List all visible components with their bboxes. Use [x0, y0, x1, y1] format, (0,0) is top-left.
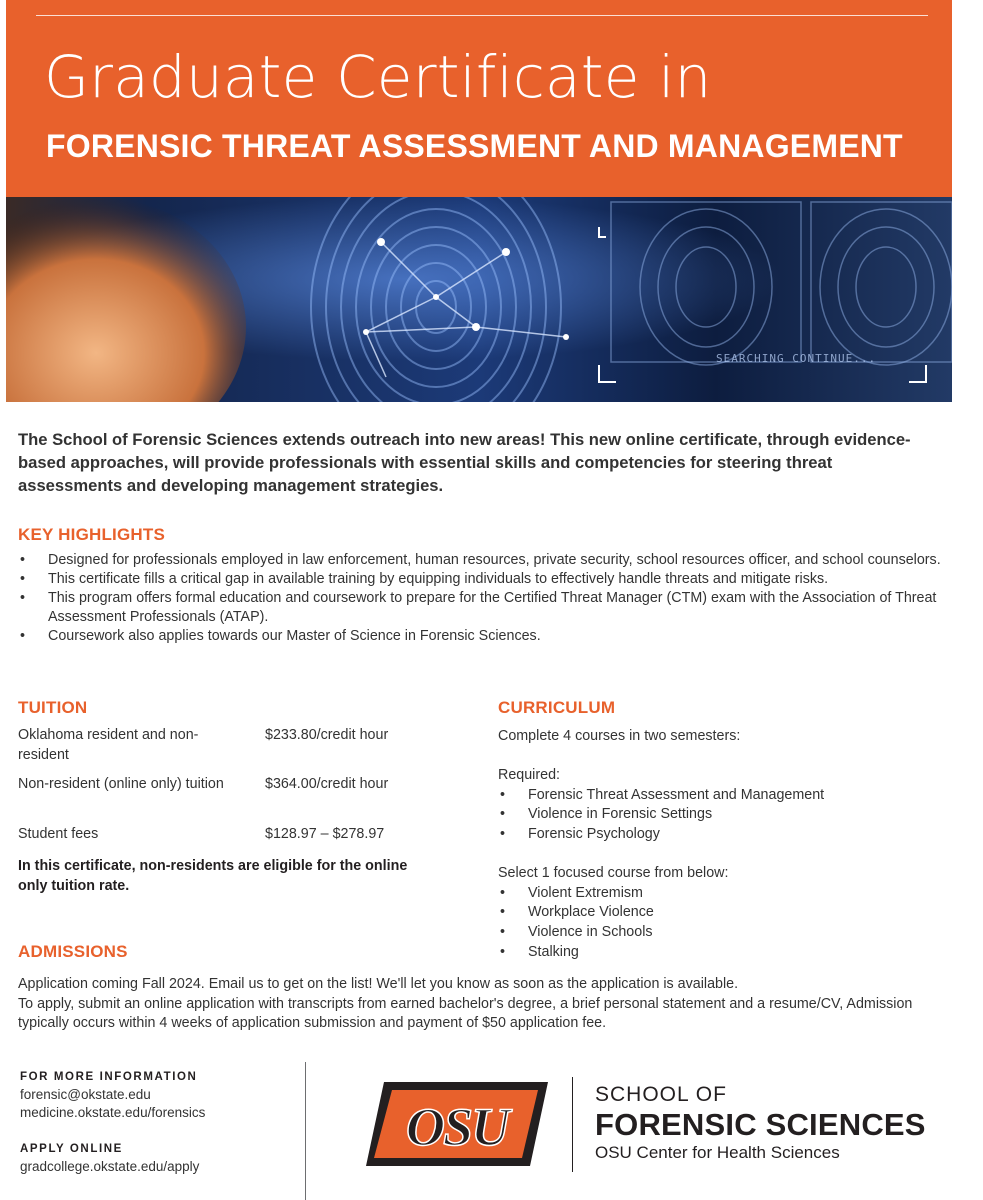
- tuition-value: $128.97 – $278.97: [265, 826, 385, 842]
- tuition-row: [18, 774, 458, 824]
- list-item: • Violence in Schools: [498, 923, 938, 943]
- elective-label: Select 1 focused course from below:: [498, 865, 729, 882]
- list-item: • Violence in Forensic Settings: [498, 805, 938, 825]
- school-line-2: FORENSIC SCIENCES: [595, 1107, 926, 1142]
- list-item: • This program offers formal education and coursework to prepare for the Certified Threat Manager (CTM) exam with the Association of Threat Assessment Professionals (ATAP).: [18, 589, 943, 627]
- tuition-heading: TUITION: [18, 698, 88, 717]
- admissions-line: To apply, submit an online application with transcripts from earned bachelor's degree, a brief personal statement and a resume/CV, Admission typically occurs within 4 weeks of application submission and payment of $50 application fee.: [18, 995, 913, 1032]
- admissions-text: [18, 975, 943, 1034]
- list-item: • Forensic Psychology: [498, 825, 938, 845]
- list-item: • Workplace Violence: [498, 903, 938, 923]
- apply-heading: APPLY ONLINE: [20, 1143, 123, 1155]
- admissions-heading: ADMISSIONS: [18, 942, 128, 961]
- tuition-row: [18, 824, 458, 856]
- school-name-block: [595, 1084, 926, 1163]
- info-heading: FOR MORE INFORMATION: [20, 1071, 198, 1083]
- curriculum-intro: Complete 4 courses in two semesters:: [498, 728, 741, 744]
- elective-courses-list: [498, 884, 938, 962]
- list-item: • Forensic Threat Assessment and Management: [498, 786, 938, 806]
- tuition-table: [18, 725, 458, 896]
- website-link[interactable]: medicine.okstate.edu/forensics: [20, 1105, 206, 1120]
- tuition-value: $233.80/credit hour: [265, 727, 389, 743]
- hero-overlay-text: SEARCHING CONTINUE...: [716, 352, 877, 365]
- curriculum-heading: CURRICULUM: [498, 698, 616, 717]
- osu-logo: [362, 1074, 552, 1179]
- hero-fingerprint-image: [6, 197, 952, 402]
- required-courses-list: [498, 786, 938, 845]
- key-highlights-list: [18, 551, 943, 646]
- key-highlights-heading: KEY HIGHLIGHTS: [18, 525, 166, 544]
- intro-paragraph: The School of Forensic Sciences extends outreach into new areas! This new online certificate, through evidence-based approaches, will provide professionals with essential skills and competencies for steering threat assessments and developing management strategies.: [18, 430, 911, 495]
- curriculum-block: [498, 727, 938, 962]
- list-item: • This certificate fills a critical gap in available training by equipping individuals to effectively handle threats and mitigate risks.: [18, 570, 943, 589]
- footer-divider: [305, 1062, 306, 1200]
- logo-text: OSU: [405, 1097, 509, 1157]
- tuition-row: [18, 725, 458, 774]
- page-subtitle: FORENSIC THREAT ASSESSMENT AND MANAGEMENT: [46, 128, 903, 164]
- admissions-line: Application coming Fall 2024. Email us to get on the list! We'll let you know as soon as the application is available.: [18, 976, 739, 992]
- tuition-label: Student fees: [18, 826, 99, 842]
- school-line-1: SCHOOL OF: [595, 1083, 727, 1106]
- tuition-note: In this certificate, non-residents are eligible for the online only tuition rate.: [18, 858, 408, 894]
- contact-info: [20, 1068, 290, 1176]
- tuition-label: Oklahoma resident and non-resident: [18, 727, 199, 763]
- logo-divider: [572, 1077, 573, 1172]
- apply-link[interactable]: gradcollege.okstate.edu/apply: [20, 1159, 200, 1174]
- tuition-value: $364.00/credit hour: [265, 776, 389, 792]
- required-label: Required:: [498, 767, 560, 784]
- list-item: • Designed for professionals employed in law enforcement, human resources, private security, school resources officer, and school counselors.: [18, 551, 943, 570]
- title-banner: [6, 0, 952, 197]
- list-item: • Stalking: [498, 943, 938, 963]
- school-line-3: OSU Center for Health Sciences: [595, 1143, 840, 1162]
- email-link[interactable]: forensic@okstate.edu: [20, 1087, 151, 1102]
- page-title: Graduate Certificate in: [44, 43, 712, 111]
- tuition-label: Non-resident (online only) tuition: [18, 776, 224, 792]
- banner-rule: [36, 15, 928, 16]
- list-item: • Coursework also applies towards our Master of Science in Forensic Sciences.: [18, 627, 943, 646]
- list-item: • Violent Extremism: [498, 884, 938, 904]
